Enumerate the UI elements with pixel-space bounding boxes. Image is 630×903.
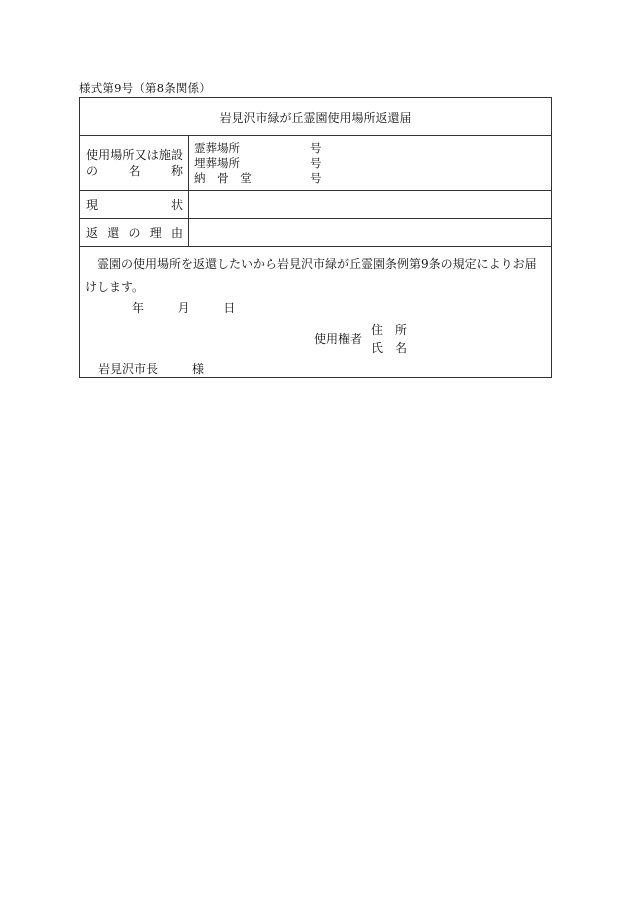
user-block <box>314 321 424 355</box>
facility-label-line2 <box>86 163 183 179</box>
facility-entry <box>194 156 334 171</box>
facility-place: 霊葬場所 <box>194 141 240 155</box>
column-divider <box>188 219 189 246</box>
facility-label-char: 使 <box>86 148 99 162</box>
reason-label-char: 理 <box>149 226 162 240</box>
statement-section <box>80 247 551 377</box>
mayor-label: 岩見沢市長 <box>98 362 159 376</box>
status-label-char: 状 <box>170 198 183 212</box>
reason-label-char: 還 <box>107 226 120 240</box>
facility-label-char: 場 <box>110 148 123 162</box>
reason-label-char: 返 <box>86 226 99 240</box>
status-label <box>86 197 183 213</box>
addressee-line <box>98 360 204 377</box>
facility-label-line1 <box>86 147 183 163</box>
facility-label-char: 所 <box>122 148 135 162</box>
facility-entry <box>194 141 334 156</box>
reason-label-line <box>86 225 183 241</box>
form-number: 様式第9号（第8条関係） <box>79 81 212 95</box>
facility-label-char: 又 <box>134 148 147 162</box>
facility-entry <box>194 171 334 186</box>
reason-label-char: の <box>128 226 141 240</box>
date-day-label: 日 <box>223 301 236 315</box>
honorific-label: 様 <box>192 362 205 376</box>
facility-place: 埋葬場所 <box>194 156 240 170</box>
form-title: 岩見沢市緑が丘霊園使用場所返還届 <box>219 111 412 125</box>
facility-label-char: 設 <box>170 148 183 162</box>
address-label: 住所 <box>371 323 420 337</box>
facility-entries <box>194 141 334 186</box>
facility-label <box>86 147 183 179</box>
reason-row <box>80 219 551 247</box>
facility-unit: 号 <box>310 156 322 170</box>
date-year-label: 年 <box>132 301 145 315</box>
column-divider <box>188 191 189 218</box>
facility-unit: 号 <box>310 141 322 155</box>
facility-label-char: の <box>86 164 99 178</box>
date-month-label: 月 <box>177 301 190 315</box>
reason-label <box>86 225 183 241</box>
return-notice-form <box>79 97 552 378</box>
facility-label-char: 施 <box>158 148 171 162</box>
status-label-char: 現 <box>86 198 99 212</box>
status-label-line <box>86 197 183 213</box>
facility-label-char: 名 <box>128 164 141 178</box>
statement-text: 霊園の使用場所を返還したいから岩見沢市緑が丘霊園条例第9条の規定によりお届けします。 <box>85 257 537 294</box>
facility-label-char: 称 <box>170 164 183 178</box>
rights-holder-label: 使用権者 <box>314 332 363 346</box>
title-row <box>80 98 551 136</box>
name-label: 氏名 <box>371 341 420 355</box>
facility-label-char: 用 <box>98 148 111 162</box>
facility-row <box>80 136 551 191</box>
date-line <box>132 299 235 316</box>
facility-place: 納 骨 堂 <box>194 171 256 185</box>
reason-label-char: 由 <box>170 226 183 240</box>
status-row <box>80 191 551 219</box>
facility-label-char: は <box>146 148 159 162</box>
facility-unit: 号 <box>310 171 322 185</box>
column-divider <box>188 136 189 190</box>
